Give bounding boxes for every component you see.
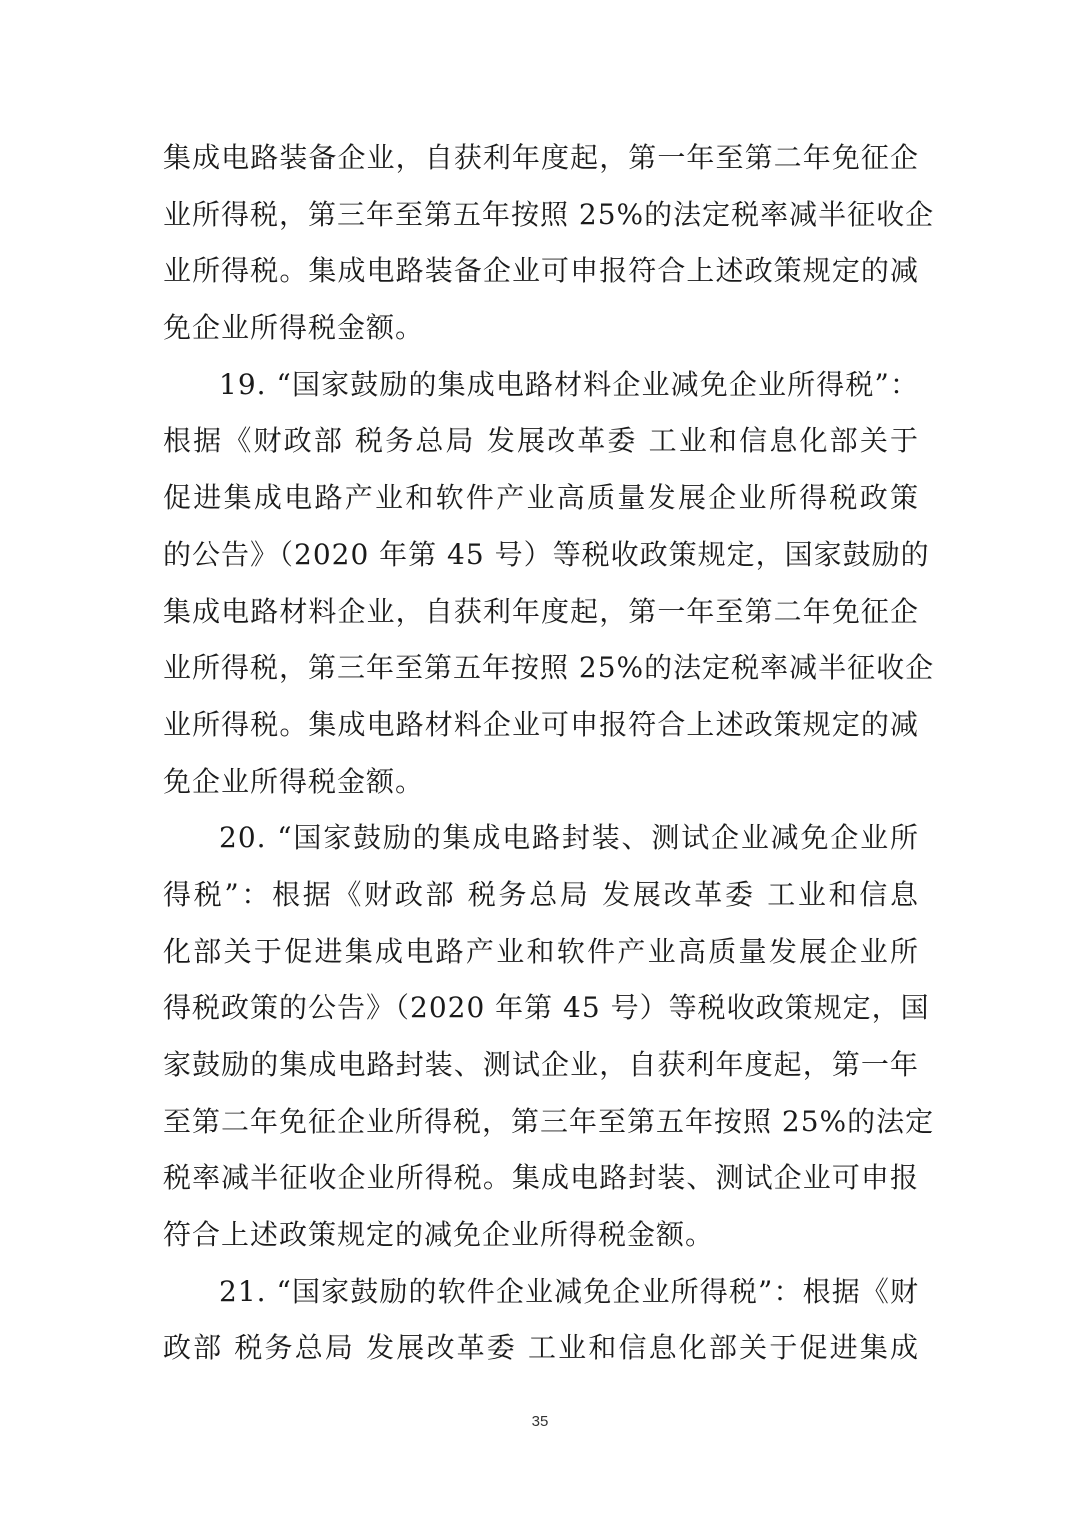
text-line: 业所得税，第三年至第五年按照 25%的法定税率减半征收企 <box>163 651 935 685</box>
item-21-heading: 21. “国家鼓励的软件企业减免企业所得税”：根据《财 <box>219 1274 919 1308</box>
text-line: 业所得税，第三年至第五年按照 25%的法定税率减半征收企 <box>163 197 935 231</box>
text-line: 免企业所得税金额。 <box>163 311 425 345</box>
text-line: 根据《财政部 税务总局 发展改革委 工业和信息化部关于 <box>163 424 919 458</box>
text-line: 集成电路装备企业，自获利年度起，第一年至第二年免征企 <box>163 141 919 174</box>
body-text <box>163 130 935 1377</box>
item-20-heading: 20. “国家鼓励的集成电路封装、测试企业减免企业所 <box>219 821 919 855</box>
text-line: 符合上述政策规定的减免企业所得税金额。 <box>163 1218 715 1252</box>
text-line: 税率减半征收企业所得税。集成电路封装、测试企业可申报 <box>163 1161 919 1195</box>
item-19-heading: 19. “国家鼓励的集成电路材料企业减免企业所得税”： <box>219 367 919 401</box>
text-line: 业所得税。集成电路装备企业可申报符合上述政策规定的减 <box>163 254 919 288</box>
page-number: 35 <box>531 1413 549 1430</box>
text-line: 家鼓励的集成电路封装、测试企业，自获利年度起，第一年 <box>163 1048 919 1081</box>
text-line: 集成电路材料企业，自获利年度起，第一年至第二年免征企 <box>163 594 919 628</box>
text-line: 业所得税。集成电路材料企业可申报符合上述政策规定的减 <box>163 707 919 741</box>
text-line: 促进集成电路产业和软件产业高质量发展企业所得税政策 <box>163 481 919 515</box>
text-line: 免企业所得税金额。 <box>163 764 425 798</box>
text-line: 得税”：根据《财政部 税务总局 发展改革委 工业和信息 <box>163 877 919 911</box>
text-line: 至第二年免征企业所得税，第三年至第五年按照 25%的法定 <box>163 1104 935 1138</box>
text-line: 化部关于促进集成电路产业和软件产业高质量发展企业所 <box>163 934 919 968</box>
text-line: 的公告》（2020 年第 45 号）等税收政策规定，国家鼓励的 <box>163 537 930 571</box>
text-line: 得税政策的公告》（2020 年第 45 号）等税收政策规定，国 <box>163 991 930 1025</box>
text-line: 政部 税务总局 发展改革委 工业和信息化部关于促进集成 <box>163 1331 919 1365</box>
